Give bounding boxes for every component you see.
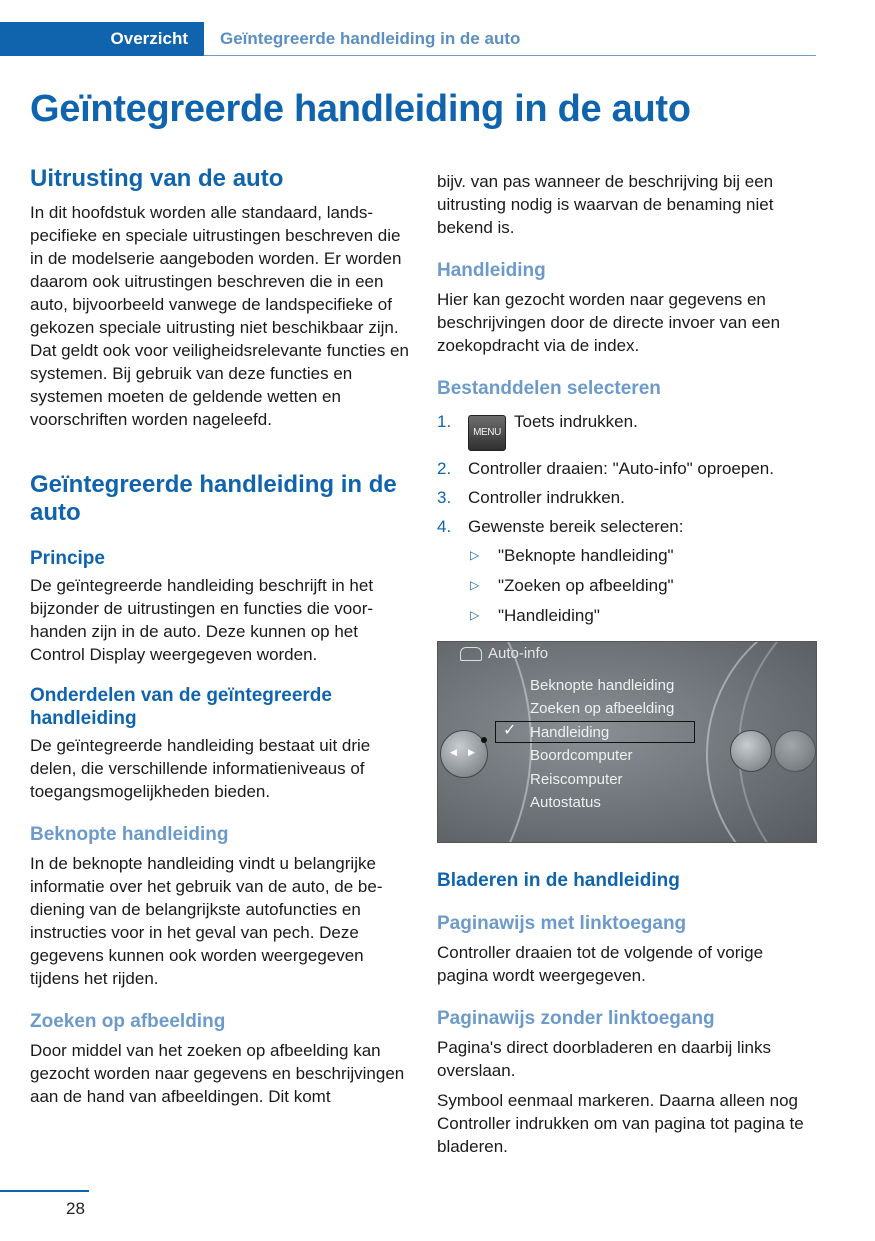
step-number: 3. (437, 488, 452, 507)
subheading-onderdelen: Onderdelen van de geïntegreerde handleiding (30, 685, 332, 729)
substep-item (437, 574, 817, 597)
step-number: 1. (437, 412, 452, 431)
subheading-principe: Principe (30, 548, 105, 569)
triangle-bullet-icon: ▷ (470, 608, 480, 622)
step-number: 2. (437, 459, 452, 478)
screen-menu-item[interactable]: Boordcomputer (530, 747, 633, 765)
step-item (437, 515, 817, 538)
subheading-beknopte: Beknopte handleiding (30, 824, 229, 845)
page-title: Geïntegreerde handleiding in de auto (30, 88, 691, 130)
substep-text: "Zoeken op afbeelding" (498, 576, 674, 595)
header-section-tab: Overzicht (0, 22, 204, 56)
step-text: Controller draaien: "Auto-info" oproepen. (468, 459, 774, 478)
paragraph-onderdelen: De geïntegreerde handleiding bestaat uit drie delen, die verschillende informatieniveaus of toegangsmogelijkheden bieden. (30, 736, 371, 801)
pointer-dot-icon (481, 737, 487, 743)
substep-text: "Beknopte handleiding" (498, 546, 674, 565)
side-knob-icon (730, 730, 772, 772)
footer-divider (0, 1190, 89, 1192)
paragraph-zonder-link-2: Symbool eenmaal markeren. Daarna alleen nog Controller indrukken om van pagina tot pagina te bladeren. (437, 1091, 804, 1156)
paragraph-continued: bijv. van pas wanneer de beschrijving bij een uitrusting nodig is waarvan de benaming niet bekend is. (437, 172, 774, 237)
header-breadcrumb: Geïntegreerde handleiding in de auto (220, 29, 521, 48)
step-text: Toets indrukken. (514, 412, 638, 431)
car-icon (460, 647, 482, 661)
substep-item (437, 544, 817, 567)
step-item (437, 486, 817, 509)
left-column (30, 165, 410, 1115)
section-title-handleiding: Geïntegreerde handleiding in de auto (30, 471, 397, 526)
paragraph-principe: De geïntegreerde handleiding beschrijft in het bijzonder de uitrustingen en functies die voorhanden zijn in de auto. Deze kunnen op het Control Display weergegeven worden. (30, 576, 374, 664)
selection-highlight-box (495, 721, 695, 743)
side-knob-icon (774, 730, 816, 772)
screen-menu-item-selected[interactable]: Handleiding (530, 723, 610, 741)
substep-item (437, 604, 817, 627)
paragraph-uitrusting: In dit hoofdstuk worden alle standaard, landspecifieke en speciale uitrustingen beschreven die in de modelserie aangeboden worden. Er worden daarom ook uitrustingen beschreven die in een auto, bijvoorbeeld vanwege de landspecifieke of gekozen speciale uitrusting niet beschikbaar zijn. Dat geldt ook voor veiligheidsrelevante functies en systemen. Bij gebruik van deze functies en systemen moeten de geldende wetten en voorschriften worden nageleefd. (30, 203, 409, 429)
right-column (437, 170, 817, 1165)
subheading-zonder-link: Paginawijs zonder linktoegang (437, 1008, 715, 1029)
triangle-bullet-icon: ▷ (470, 578, 480, 592)
steps-list (437, 410, 817, 538)
menu-button-icon: MENU (468, 415, 506, 451)
triangle-bullet-icon: ▷ (470, 548, 480, 562)
paragraph-zonder-link-1: Pagina's direct doorbladeren en daarbij links overslaan. (437, 1038, 772, 1080)
paragraph-handleiding: Hier kan gezocht worden naar gegevens en beschrijvingen door de directe invoer van een zoekopdracht via de index. (437, 290, 781, 355)
screen-menu-list (528, 674, 674, 814)
arrow-right-icon: ▶ (468, 747, 475, 757)
step-item (437, 457, 817, 480)
subheading-zoeken: Zoeken op afbeelding (30, 1011, 226, 1032)
paragraph-zoeken: Door middel van het zoeken op afbeelding kan gezocht worden naar gegevens en beschrijvingen aan de hand van afbeeldingen. Dit komt (30, 1041, 405, 1106)
step-text: Controller indrukken. (468, 488, 625, 507)
step-number: 4. (437, 517, 452, 536)
paragraph-met-link: Controller draaien tot de volgende of vorige pagina wordt weergegeven. (437, 943, 764, 985)
header-divider (204, 55, 816, 56)
screen-menu-item[interactable]: Beknopte handleiding (530, 677, 675, 694)
step-text: Gewenste bereik selecteren: (468, 517, 684, 536)
screen-title: Auto-info (488, 645, 549, 662)
control-display-screenshot (437, 641, 817, 843)
arrow-left-icon: ◀ (450, 747, 457, 757)
section-title-uitrusting: Uitrusting van de auto (30, 165, 284, 192)
paragraph-beknopte: In de beknopte handleiding vindt u belangrijke informatie over het gebruik van de auto, de bediening van de belangrijkste autofuncties en instructies voor in het geval van pech. Deze gegevens kunnen ook worden weergegeven tijdens het rijden. (30, 854, 383, 988)
substep-text: "Handleiding" (498, 606, 600, 625)
subheading-bestanddelen: Bestanddelen selecteren (437, 378, 661, 399)
subheading-bladeren: Bladeren in de handleiding (437, 870, 680, 891)
subheading-handleiding: Handleiding (437, 260, 546, 281)
screen-menu-item[interactable]: Autostatus (530, 793, 601, 811)
subheading-met-link: Paginawijs met linktoegang (437, 913, 687, 934)
substeps-list (437, 544, 817, 627)
screen-menu-item[interactable]: Zoeken op afbeelding (530, 700, 675, 718)
screen-menu-item[interactable]: Reiscomputer (530, 770, 623, 788)
checkmark-icon: ✓ (503, 722, 517, 739)
page-number: 28 (66, 1199, 85, 1218)
step-item (437, 410, 817, 451)
